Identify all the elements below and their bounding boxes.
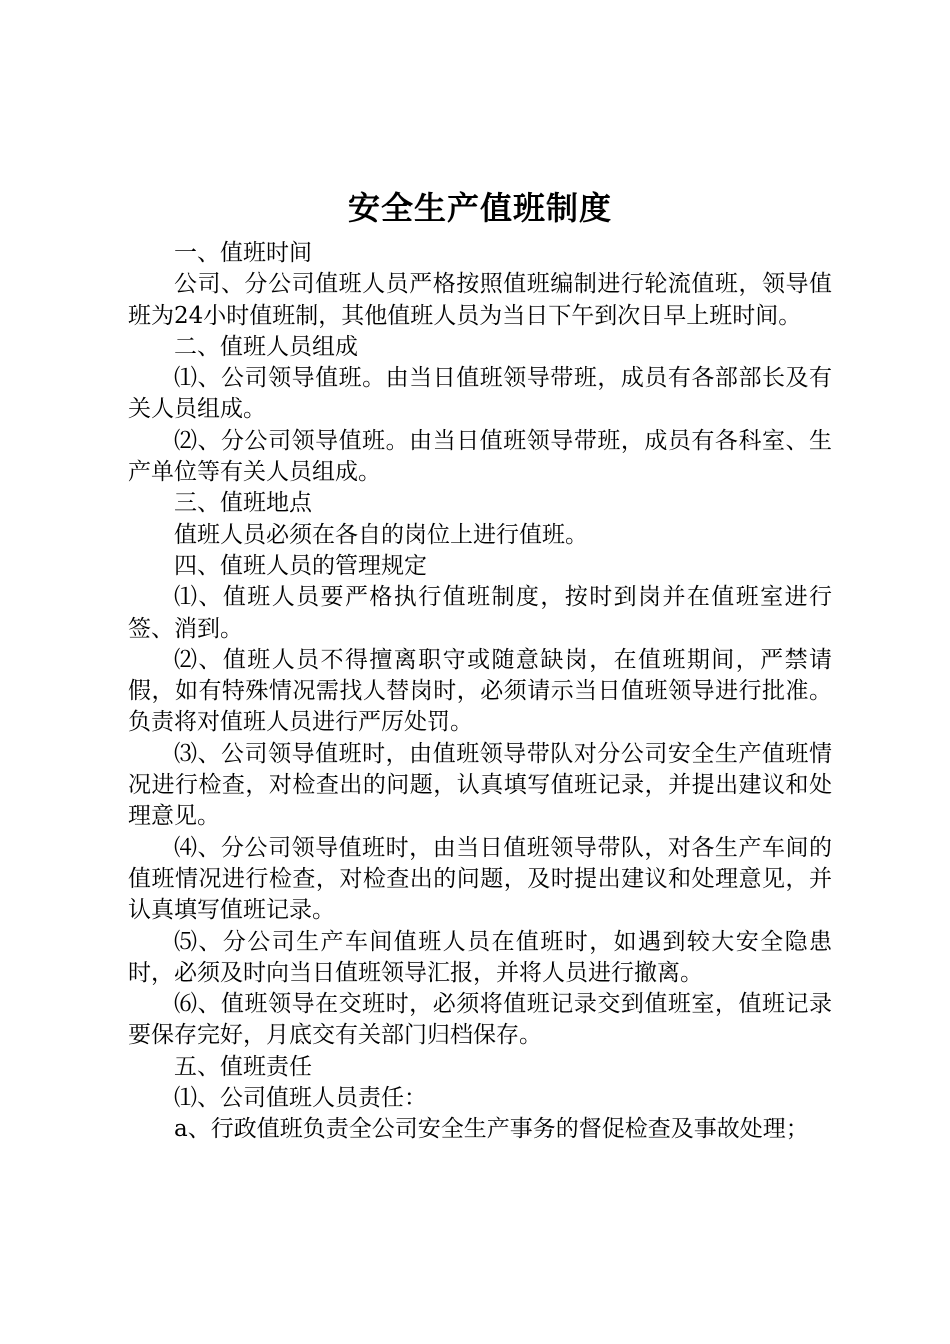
- document-title: 安全生产值班制度: [347, 189, 612, 227]
- paragraph: ⑷、分公司领导值班时，由当日值班领导带队，对各生产车间的值班情况进行检查，对检查出的问题，及时提出建议和处理意见，并认真填写值班记录。: [128, 834, 832, 924]
- paragraph: ⑸、分公司生产车间值班人员在值班时，如遇到较大安全隐患时，必须及时向当日值班领导汇报，并将人员进行撤离。: [128, 928, 832, 986]
- section-heading-duty-responsibility: 五、值班责任: [174, 1053, 312, 1080]
- section-heading-duty-time: 一、值班时间: [174, 240, 312, 266]
- paragraph: 公司、分公司值班人员严格按照值班编制进行轮流值班，领导值班为24小时值班制，其他值班人员为当日下午到次日早上班时间。: [128, 271, 832, 329]
- paragraph: ⑵、值班人员不得擅离职守或随意缺岗，在值班期间，严禁请假，如有特殊情况需找人替岗时，必须请示当日值班领导进行批准。负责将对值班人员进行严厉处罚。: [128, 646, 832, 736]
- paragraph: ⑵、分公司领导值班。由当日值班领导带班，成员有各科室、生产单位等有关人员组成。: [128, 427, 832, 486]
- paragraph: ⑴、值班人员要严格执行值班制度，按时到岗并在值班室进行签、消到。: [128, 584, 832, 642]
- paragraph: ⑴、公司值班人员责任：: [174, 1085, 427, 1112]
- paragraph: ⑹、值班领导在交班时，必须将值班记录交到值班室，值班记录要保存完好，月底交有关部门归档保存。: [128, 991, 832, 1049]
- section-heading-duty-staff: 二、值班人员组成: [174, 333, 358, 360]
- section-heading-management-rules: 四、值班人员的管理规定: [174, 552, 427, 579]
- paragraph: 值班人员必须在各自的岗位上进行值班。: [174, 521, 588, 548]
- section-heading-duty-location: 三、值班地点: [174, 490, 312, 517]
- document-page: [128, 184, 832, 1146]
- paragraph: ⑴、公司领导值班。由当日值班领导带班，成员有各部部长及有关人员组成。: [128, 365, 832, 423]
- paragraph: ⑶、公司领导值班时，由值班领导带队对分公司安全生产值班情况进行检查，对检查出的问题，认真填写值班记录，并提出建议和处理意见。: [128, 740, 832, 830]
- paragraph: a、行政值班负责全公司安全生产事务的督促检查及事故处理；: [174, 1116, 809, 1143]
